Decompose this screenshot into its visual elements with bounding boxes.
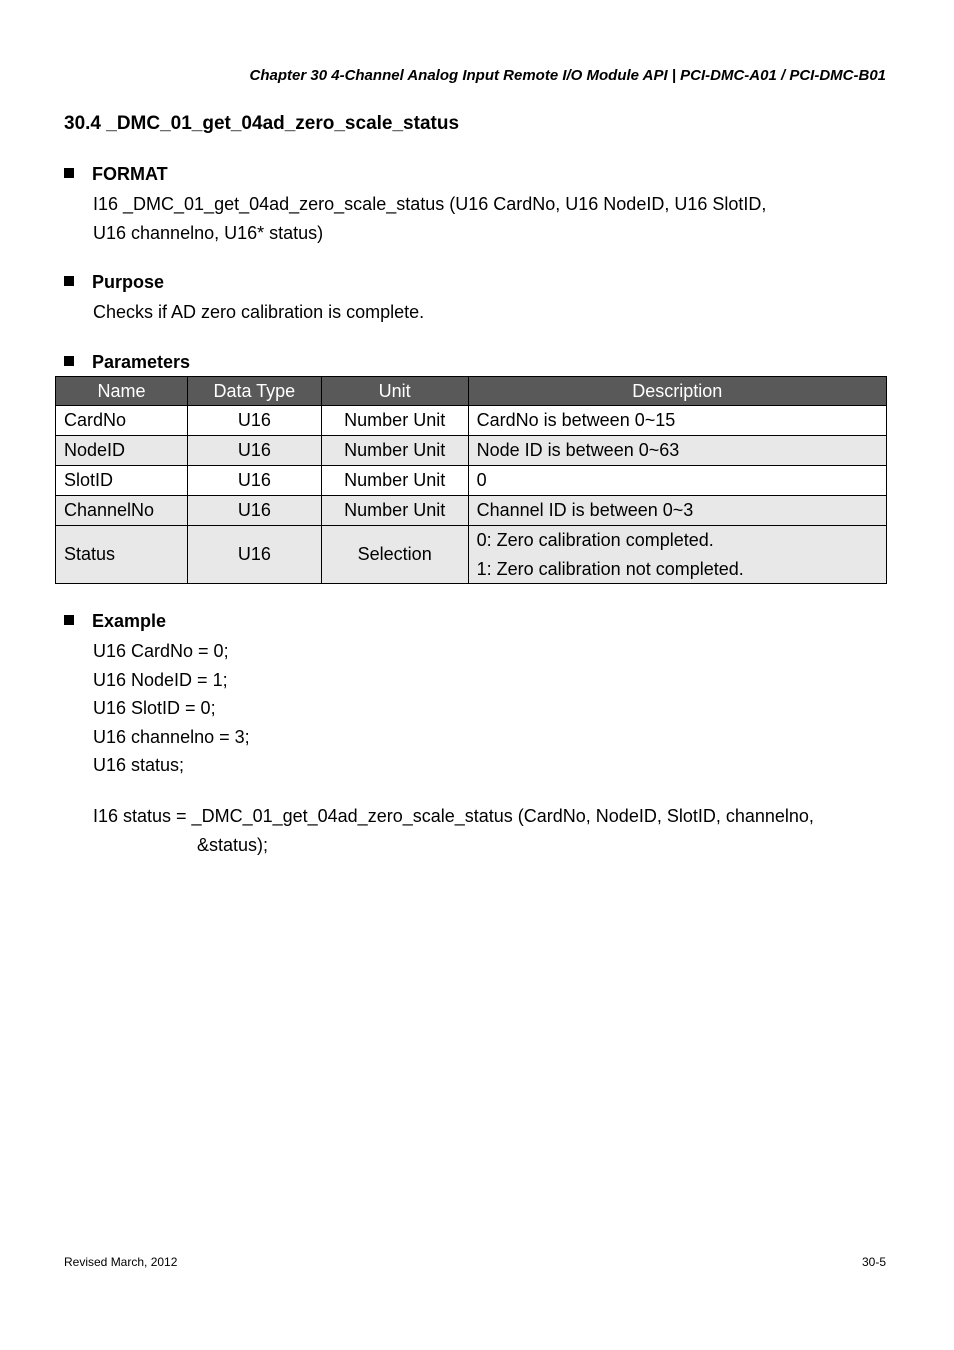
- table-header-row: [56, 377, 887, 406]
- table-row: [56, 496, 887, 526]
- description-line: 0: Zero calibration completed.: [476, 530, 714, 550]
- column-header-unit: Unit: [321, 377, 468, 406]
- param-name: ChannelNo: [56, 496, 188, 526]
- format-line: U16 channelno, U16* status): [93, 222, 324, 243]
- footer-revision: Revised March, 2012: [64, 1255, 178, 1269]
- purpose-line: Checks if AD zero calibration is complete.: [93, 302, 425, 322]
- param-type: U16: [187, 496, 321, 526]
- param-type: U16: [187, 526, 321, 584]
- param-description: Channel ID is between 0~3: [468, 496, 886, 526]
- code-line: U16 channelno = 3;: [93, 726, 250, 747]
- param-unit: Selection: [321, 526, 468, 584]
- code-line: U16 NodeID = 1;: [93, 669, 228, 690]
- purpose-heading-label: Purpose: [92, 272, 165, 292]
- bullet-square-icon: [64, 356, 74, 366]
- parameters-table: [55, 376, 887, 584]
- format-heading: [64, 164, 168, 185]
- table-row: [56, 436, 887, 466]
- table-row: [56, 526, 887, 584]
- example-heading: [64, 611, 166, 632]
- example-heading-label: Example: [92, 611, 167, 631]
- purpose-text: [93, 298, 424, 327]
- bullet-square-icon: [64, 168, 74, 178]
- param-unit: Number Unit: [321, 406, 468, 436]
- example-code: [93, 637, 250, 780]
- param-name: Status: [56, 526, 188, 584]
- bullet-square-icon: [64, 276, 74, 286]
- param-description: 0: [468, 466, 886, 496]
- param-name: CardNo: [56, 406, 188, 436]
- param-name: NodeID: [56, 436, 188, 466]
- example-call-line: I16 status = _DMC_01_get_04ad_zero_scale_status (CardNo, NodeID, SlotID, channelno,: [93, 806, 814, 826]
- table-row: [56, 406, 887, 436]
- parameters-heading: [64, 352, 190, 373]
- code-line: U16 CardNo = 0;: [93, 641, 229, 661]
- param-type: U16: [187, 406, 321, 436]
- param-type: U16: [187, 436, 321, 466]
- param-unit: Number Unit: [321, 496, 468, 526]
- param-type: U16: [187, 466, 321, 496]
- footer-page-number: 30-5: [861, 1255, 886, 1269]
- format-signature: [93, 190, 766, 247]
- table-row: [56, 466, 887, 496]
- section-title: 30.4 _DMC_01_get_04ad_zero_scale_status: [64, 113, 460, 134]
- param-description: Node ID is between 0~63: [468, 436, 886, 466]
- param-name: SlotID: [56, 466, 188, 496]
- page-running-header: Chapter 30 4-Channel Analog Input Remote I/O Module API | PCI-DMC-A01 / PCI-DMC-B01: [249, 67, 886, 84]
- code-line: U16 status;: [93, 755, 185, 776]
- column-header-data-type: Data Type: [187, 377, 321, 406]
- description-line: 1: Zero calibration not completed.: [476, 558, 744, 579]
- param-unit: Number Unit: [321, 466, 468, 496]
- format-line: I16 _DMC_01_get_04ad_zero_scale_status (U16 CardNo, U16 NodeID, U16 SlotID,: [93, 194, 767, 214]
- column-header-description: Description: [468, 377, 886, 406]
- format-heading-label: FORMAT: [92, 164, 168, 184]
- example-call-continuation: &status);: [197, 835, 269, 855]
- bullet-square-icon: [64, 615, 74, 625]
- purpose-heading: [64, 272, 164, 293]
- parameters-heading-label: Parameters: [92, 352, 191, 372]
- column-header-name: Name: [56, 377, 188, 406]
- code-line: U16 SlotID = 0;: [93, 698, 216, 719]
- param-description: [468, 526, 886, 584]
- param-description: CardNo is between 0~15: [468, 406, 886, 436]
- param-unit: Number Unit: [321, 436, 468, 466]
